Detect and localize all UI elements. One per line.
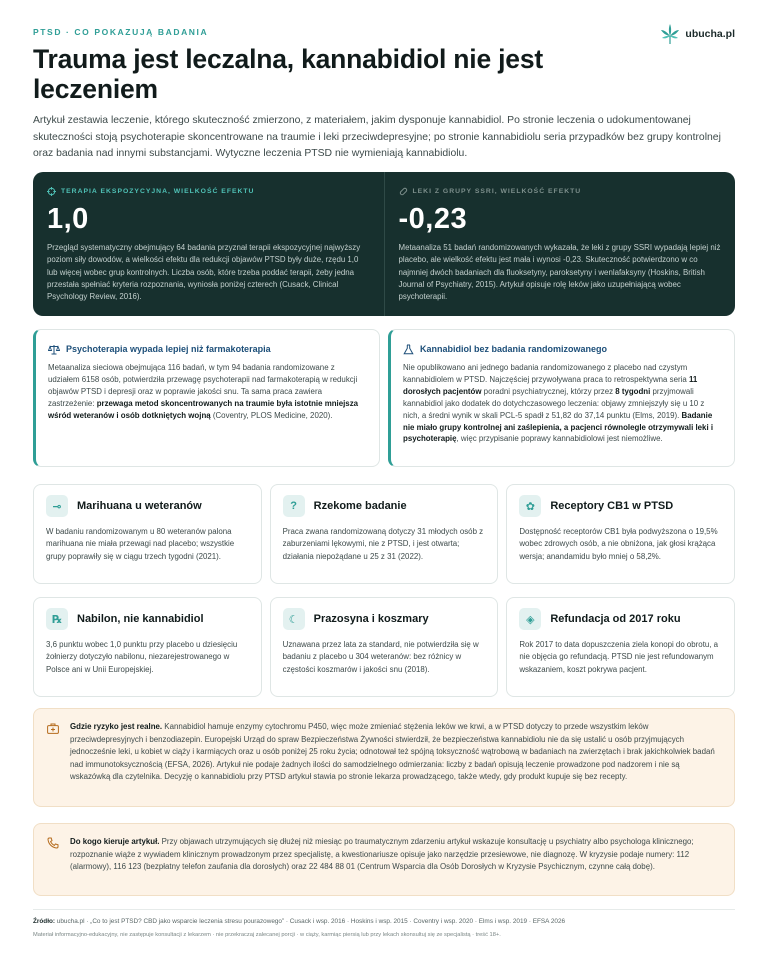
tile-text: Rok 2017 to data dopuszczenia ziela konopi do obrotu, a nie objęcia go refundacją. PTSD nie jest refundowanym wskazaniem, koszt pokrywa pacjent. xyxy=(519,640,719,674)
logo-text: ubucha.pl xyxy=(685,28,735,40)
prescription-icon: ℞ xyxy=(46,608,68,630)
syringe-icon: ⊸ xyxy=(46,495,68,517)
card-title: Kannabidiol bez badania randomizowanego xyxy=(420,344,608,354)
risk-text: Gdzie ryzyko jest realne. Kannabidiol hamuje enzymy cytochromu P450, więc może zmieniać stężenia leków we krwi, a w PTSD dotyczy to przede wszystkim leków przeciwdepresyjnych i benzodiazepin. Europejski Urząd do spraw Bezpieczeństwa Żywności stwierdził, że bezpieczeństwa kannabidiolu nie da się ustalić u osób przyjmujących jednocześnie leki, u kobiet w ciąży i karmiących oraz u osób poniżej 25 roku życia; odnotował też spójną toksyczność wątrobową w badaniach na zwierzętach i brak jakichkolwiek badań nad immunotoksycznością (EFSA, 2026). Artykuł nie podaje żadnych ilości do samodzielnego odmierzania: liczby z badań opisują leczenie prowadzone pod nadzorem i nie są wskazówką dla czytelnika. Decyzję o kannabidiolu przy PTSD artykuł stawia po stronie lekarza prowadzącego, także wtedy, gdy produkt kupuje się bez recepty. xyxy=(70,722,715,782)
tile-text: Praca zwana randomizowaną dotyczy 31 młodych osób z zaburzeniami lękowymi, nie z PTSD, i jest otwarta; działania niepożądane u 25 z 31 (2022). xyxy=(282,527,484,561)
card-psychotherapy xyxy=(33,329,380,467)
moon-icon: ☾ xyxy=(283,608,305,630)
tile-prazosin xyxy=(270,597,499,697)
risk-callout xyxy=(33,708,735,807)
stat-description: Przegląd systematyczny obejmujący 64 badania przyznał terapii ekspozycyjnej najwyższy poziom siły dowodów, a wielkości efektu dla redukcji objawów PTSD były duże, rzędu 1,0 lub więcej wobec grup kontrolnych. Liczba osób, które trzeba poddać terapii, żeby jedna przestała spełniać kryteria rozpoznania, wyniosła poniżej czterech (Cusack, Clinical Psychology Review, 2016). xyxy=(47,243,361,302)
medical-kit-icon xyxy=(47,723,59,734)
tile-text: Uznawana przez lata za standard, nie potwierdziła się w badaniu z placebo u 304 weteranów: bez różnicy w częstości koszmarów i jakości snu (2018). xyxy=(282,640,479,674)
footer-divider xyxy=(33,909,735,910)
tile-nabilone xyxy=(33,597,262,697)
fact-tiles xyxy=(33,484,735,697)
tile-reimbursement xyxy=(506,597,735,697)
card-cannabidiol xyxy=(388,329,735,467)
tile-alleged-study xyxy=(270,484,499,584)
tile-text: W badaniu randomizowanym u 80 weteranów palona marihuana nie miała przewagi nad placebo; wszystkie grupy poprawiły się w ciągu trzech tygodni (2021). xyxy=(46,527,235,561)
effect-size-panel xyxy=(33,172,735,316)
disclaimer: Materiał informacyjno-edukacyjny, nie zastępuje konsultacji z lekarzem · nie przekraczaj zalecanej porcji · w ciąży, karmiąc piersią lub przy lekach skonsultuj się ze specjalistą · treść 18+. xyxy=(33,932,501,938)
intro-paragraph: Artykuł zestawia leczenie, którego skuteczność zmierzono, z materiałem, jakim dysponuje kannabidiol. Po stronie leczenia o udokumentowanej skuteczności stoją psychoterapie skoncentrowane na traumie i leki przeciwdepresyjne; po stronie kannabidiolu seria przypadków bez grupy kontrolnej oraz badania nad innymi substancjami. Wytyczne leczenia PTSD nie wymieniają kannabidiolu. xyxy=(33,115,721,159)
stat-value: 1,0 xyxy=(47,203,89,235)
brain-icon: ✿ xyxy=(519,495,541,517)
tile-title: Prazosyna i koszmary xyxy=(313,613,429,625)
stat-value: -0,23 xyxy=(398,203,468,235)
tile-text: Dostępność receptorów CB1 była podwyższona o 19,5% wobec zdrowych osób, a nie obniżona, jak głosi krążąca wersja; anandamidu było mniej o 58,2%. xyxy=(519,527,718,561)
stat-ssri xyxy=(384,172,736,316)
comparison-cards xyxy=(33,329,735,467)
source-line: Źródło: ubucha.pl · „Co to jest PTSD? CBD jako wsparcie leczenia stresu pourazowego” · Cusack i wsp. 2016 · Hoskins i wsp. 2015 · Coventry i wsp. 2020 · Elms i wsp. 2019 · EFSA 2026 xyxy=(33,918,566,925)
card-title: Psychoterapia wypada lepiej niż farmakoterapia xyxy=(66,344,271,354)
tile-title: Nabilon, nie kannabidiol xyxy=(77,613,204,625)
tile-title: Marihuana u weteranów xyxy=(77,500,202,512)
tile-title: Receptory CB1 w PTSD xyxy=(550,500,674,512)
tile-text: 3,6 punktu wobec 1,0 punktu przy placebo u dziesięciu żołnierzy dotyczyło nabilonu, niezarejestrowanego w Polsce ani w Unii Europejskiej. xyxy=(46,640,238,674)
page-title: Trauma jest leczalna, kannabidiol nie jest leczeniem xyxy=(33,44,544,104)
pill-icon xyxy=(399,187,408,196)
tile-marijuana-veterans xyxy=(33,484,262,584)
tile-cb1-receptors xyxy=(506,484,735,584)
pill-icon: ◈ xyxy=(519,608,541,630)
stat-label: TERAPIA EKSPOZYCYJNA, WIELKOŚĆ EFEKTU xyxy=(61,187,255,195)
stat-label: LEKI Z GRUPY SSRI, WIELKOŚĆ EFEKTU xyxy=(412,187,582,195)
question-icon: ? xyxy=(283,495,305,517)
tile-title: Rzekome badanie xyxy=(313,500,407,512)
tile-title: Refundacja od 2017 roku xyxy=(550,613,681,625)
card-text: Metaanaliza sieciowa obejmująca 116 badań, w tym 94 badania randomizowane z udziałem 6158 osób, potwierdziła przewagę psychoterapii nad farmakoterapią w redukcji objawów PTSD i depresji oraz w poprawie jakości snu. Ta sama praca zawiera zastrzeżenie: przewaga metod skoncentrowanych na traumie była istotnie mniejsza wśród weteranów i osób dotkniętych wojną (Coventry, PLOS Medicine, 2020). xyxy=(48,363,359,420)
flask-icon xyxy=(403,344,414,355)
phone-icon xyxy=(47,837,59,849)
contact-text: Do kogo kieruje artykuł. Przy objawach utrzymujących się dłużej niż miesiąc po traumatycznym zdarzeniu artykuł wskazuje konsultację u psychiatry albo psychologa klinicznego; rozpoznanie wiąże z wywiadem klinicznym prowadzonym przez specjalistę, a kwestionariusze opisuje jako narzędzie przesiewowe, nie diagnozę. W kryzysie podaje numery: 112 (alarmowy), 116 123 (bezpłatny telefon zaufania dla dorosłych) oraz 22 484 88 01 (Centrum Wsparcia dla Osób Dorosłych w Kryzysie Psychicznym, czynne całą dobę). xyxy=(70,837,694,872)
site-logo[interactable] xyxy=(660,23,735,45)
eyebrow-label: PTSD · CO POKAZUJĄ BADANIA xyxy=(33,27,209,37)
cannabis-leaf-icon xyxy=(660,23,680,45)
stat-description: Metaanaliza 51 badań randomizowanych wykazała, że leki z grupy SSRI wypadają lepiej niż placebo, ale wielkość efektu jest mała i wynosi -0,23. Skuteczność potwierdzono w co najmniej dwóch badaniach dla fluoksetyny, paroksetyny i wenlafaksyny (Hoskins, British Journal of Psychiatry, 2015). Artykuł opisuje rolę leków jako uzupełniającą wobec psychoterapii. xyxy=(398,243,721,302)
crosshair-icon xyxy=(47,187,56,196)
card-text: Nie opublikowano ani jednego badania randomizowanego z placebo nad czystym kannabidiolem w PTSD. Najczęściej przywoływana praca to retrospektywna seria 11 dorosłych pacjentów poradni psychiatrycznej, którzy przez 8 tygodni przyjmowali kannabidiol jako dodatek do dotychczasowego leczenia: objawy zmniejszyły się u 10 z nich, a średni wynik w skali PCL-5 spadł z 51,82 do 37,14 punktu (Elms, 2019). Badanie nie miało grupy kontrolnej ani zaślepienia, a pacjenci równolegle otrzymywali leki i psychoterapię, więc przypisanie poprawy kannabidiolowi jest niemożliwe. xyxy=(403,363,714,444)
stat-exposure-therapy xyxy=(33,172,384,316)
scale-icon xyxy=(48,344,60,355)
contact-callout xyxy=(33,823,735,896)
